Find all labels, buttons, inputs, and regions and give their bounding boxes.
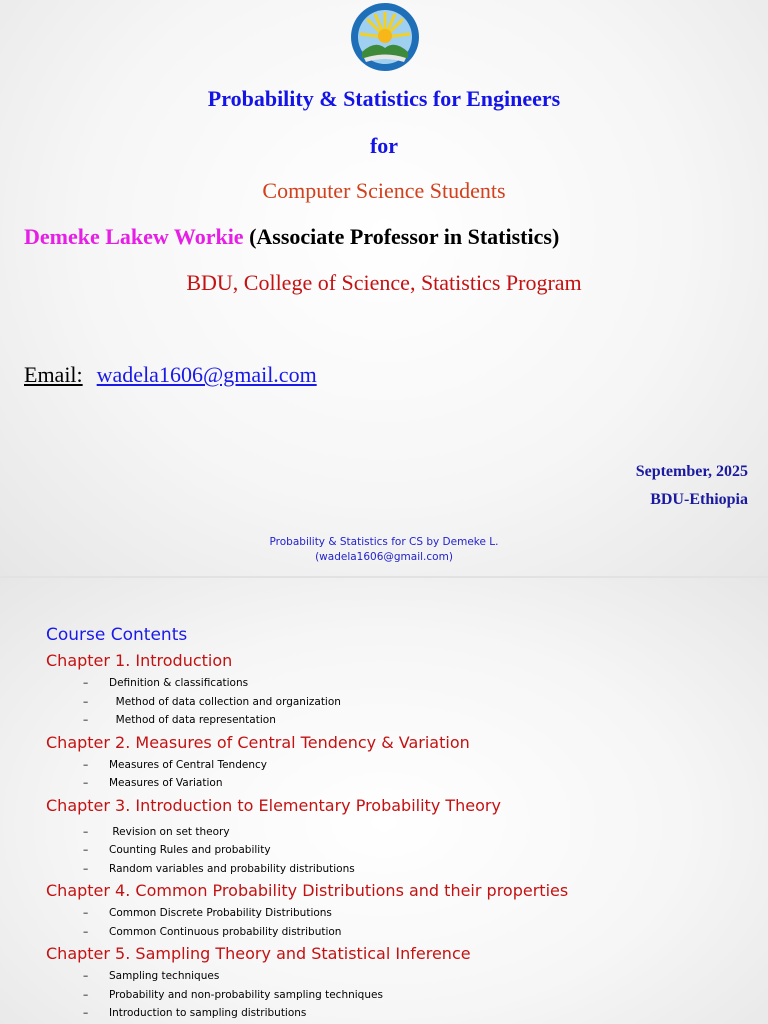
course-title: Probability & Statistics for Engineers [207, 86, 561, 111]
course-contents [46, 622, 568, 1023]
list-item: – Probability and non-probability sampling techniques [83, 988, 383, 1001]
course-for-text: for [369, 133, 399, 158]
list-item: – Measures of Variation [83, 777, 223, 789]
list-item: – Method of data representation [83, 714, 276, 726]
list-item: – Sampling techniques [83, 970, 220, 982]
list-item: – Introduction to sampling distributions [83, 1007, 307, 1019]
email-line [24, 362, 317, 388]
list-item: – Common Discrete Probability Distributions [83, 907, 332, 919]
list-item: – Measures of Central Tendency [83, 758, 267, 771]
email-label: Email: [24, 362, 83, 387]
author-role: (Associate Professor in Statistics) [243, 224, 560, 249]
author-name: Demeke Lakew Workie [24, 224, 244, 249]
presentation-date: September, 2025 [635, 463, 748, 480]
author-line [24, 224, 559, 250]
contents-heading: Course Contents [46, 625, 188, 645]
email-link[interactable]: wadela1606@gmail.com [96, 362, 317, 387]
affiliation: BDU, College of Science, Statistics Program [186, 270, 582, 295]
course-audience: Computer Science Students [262, 178, 506, 203]
list-item: – Common Continuous probability distribution [83, 925, 342, 938]
list-item: – Definition & classifications [83, 677, 249, 689]
chapter-title: Chapter 4. Common Probability Distributions and their properties [46, 881, 569, 900]
chapter-title: Chapter 5. Sampling Theory and Statistical Inference [46, 944, 471, 963]
contents-slide [0, 578, 768, 1024]
list-item: – Revision on set theory [83, 825, 230, 838]
university-logo-icon [350, 2, 420, 72]
chapter-title: Chapter 3. Introduction to Elementary Probability Theory [46, 795, 501, 815]
slide-footer-line1: Probability & Statistics for CS by Demeke L. [269, 536, 499, 548]
chapter-title: Chapter 2. Measures of Central Tendency & Variation [46, 732, 470, 752]
list-item: – Random variables and probability distributions [83, 862, 355, 875]
chapter-title: Chapter 1. Introduction [46, 651, 233, 670]
list-item: – Counting Rules and probability [83, 844, 271, 856]
presentation-place: BDU-Ethiopia [650, 491, 748, 508]
slide-footer-line2: (wadela1606@gmail.com) [315, 551, 453, 563]
list-item: – Method of data collection and organization [83, 695, 341, 708]
